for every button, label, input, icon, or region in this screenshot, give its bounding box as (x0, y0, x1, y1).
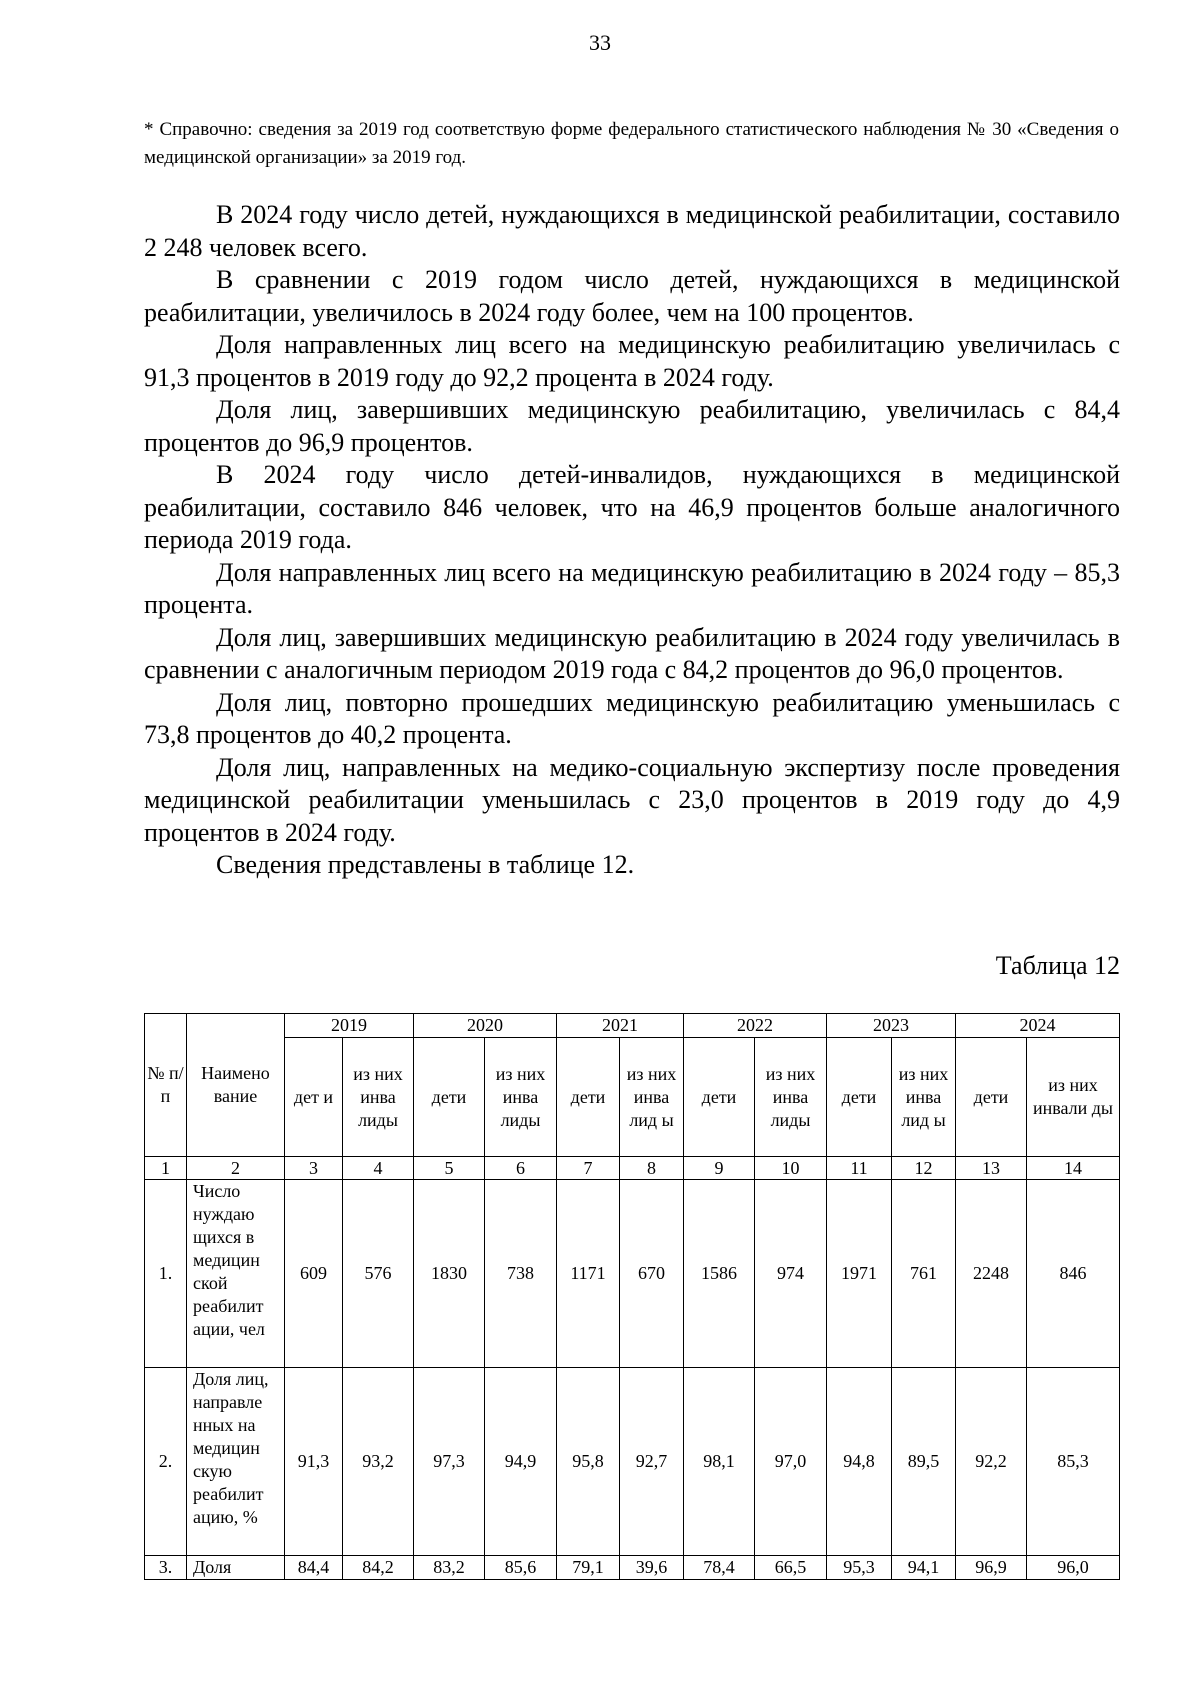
cell-value: 609 (285, 1180, 343, 1368)
cell-value: 94,9 (485, 1368, 557, 1556)
cell-value: 84,4 (285, 1556, 343, 1580)
subheader: из них инва лид ы (620, 1038, 684, 1157)
cell-value: 91,3 (285, 1368, 343, 1556)
row-name: Доля (187, 1556, 285, 1580)
paragraph: В 2024 году число детей, нуждающихся в медицинской реабилитации, составило 2 248 человек всего. (144, 200, 1120, 262)
column-number: 1 (145, 1157, 187, 1180)
paragraph: В сравнении с 2019 годом число детей, нуждающихся в медицинской реабилитации, увеличилось в 2024 году более, чем на 100 процентов. (144, 265, 1120, 327)
cell-value: 83,2 (414, 1556, 485, 1580)
subheader: из них инвали ды (1027, 1038, 1120, 1157)
cell-value: 66,5 (755, 1556, 827, 1580)
paragraph: Доля лиц, повторно прошедших медицинскую реабилитацию уменьшилась с 73,8 процентов до 40,2 процента. (144, 687, 1120, 749)
year-header-row (145, 1014, 1120, 1038)
cell-value: 39,6 (620, 1556, 684, 1580)
cell-value: 738 (485, 1180, 557, 1368)
cell-value: 670 (620, 1180, 684, 1368)
year-header: 2020 (414, 1014, 557, 1038)
column-number: 11 (827, 1157, 892, 1180)
cell-value: 98,1 (684, 1368, 755, 1556)
paragraph: Доля направленных лиц всего на медицинскую реабилитацию в 2024 году – 85,3 процента. (144, 557, 1120, 619)
subheader: из них инва лиды (485, 1038, 557, 1157)
subheader: дети (414, 1038, 485, 1157)
subheader: дет и (285, 1038, 343, 1157)
cell-value: 92,7 (620, 1368, 684, 1556)
paragraph: Доля лиц, завершивших медицинскую реабилитацию в 2024 году увеличилась в сравнении с аналогичным периодом 2019 года с 84,2 процентов до 96,0 процентов. (144, 622, 1120, 684)
cell-value: 93,2 (343, 1368, 414, 1556)
column-number: 8 (620, 1157, 684, 1180)
subheader: из них инва лиды (343, 1038, 414, 1157)
cell-value: 94,1 (892, 1556, 956, 1580)
cell-value: 96,0 (1027, 1556, 1120, 1580)
cell-value: 1586 (684, 1180, 755, 1368)
footnote: * Справочно: сведения за 2019 год соответствую форме федерального статистического наблюдения № 30 «Сведения о медицинской организации» за 2019 год. (144, 119, 1119, 168)
row-number: 3. (145, 1556, 187, 1580)
cell-value: 761 (892, 1180, 956, 1368)
row-number: 2. (145, 1368, 187, 1556)
cell-value: 1971 (827, 1180, 892, 1368)
column-number: 13 (956, 1157, 1027, 1180)
paragraph: Сведения представлены в таблице 12. (216, 850, 635, 879)
cell-value: 85,6 (485, 1556, 557, 1580)
statistics-table (144, 1013, 1120, 1580)
year-header: 2023 (827, 1014, 956, 1038)
column-number: 14 (1027, 1157, 1120, 1180)
table-row (145, 1556, 1120, 1580)
cell-value: 97,3 (414, 1368, 485, 1556)
page-number: 33 (589, 30, 611, 55)
table-caption: Таблица 12 (995, 951, 1120, 980)
cell-value: 79,1 (557, 1556, 620, 1580)
cell-value: 95,8 (557, 1368, 620, 1556)
cell-value: 84,2 (343, 1556, 414, 1580)
cell-value: 1830 (414, 1180, 485, 1368)
cell-value: 85,3 (1027, 1368, 1120, 1556)
year-header: 2019 (285, 1014, 414, 1038)
header-number: № п/ п (145, 1014, 187, 1157)
cell-value: 2248 (956, 1180, 1027, 1368)
cell-value: 96,9 (956, 1556, 1027, 1580)
paragraph: Доля лиц, завершивших медицинскую реабилитацию, увеличилась с 84,4 процентов до 96,9 процентов. (144, 395, 1120, 457)
cell-value: 94,8 (827, 1368, 892, 1556)
column-number: 2 (187, 1157, 285, 1180)
cell-value: 1171 (557, 1180, 620, 1368)
column-number: 7 (557, 1157, 620, 1180)
cell-value: 974 (755, 1180, 827, 1368)
subheader-row (145, 1038, 1120, 1157)
cell-value: 92,2 (956, 1368, 1027, 1556)
row-number: 1. (145, 1180, 187, 1368)
paragraph: В 2024 году число детей-инвалидов, нуждающихся в медицинской реабилитации, составило 846 человек, что на 46,9 процентов больше аналогичного периода 2019 года. (144, 460, 1120, 554)
cell-value: 846 (1027, 1180, 1120, 1368)
year-header: 2021 (557, 1014, 684, 1038)
cell-value: 78,4 (684, 1556, 755, 1580)
cell-value: 97,0 (755, 1368, 827, 1556)
paragraph: Доля направленных лиц всего на медицинскую реабилитацию увеличилась с 91,3 процентов в 2019 году до 92,2 процента в 2024 году. (144, 330, 1120, 392)
column-number: 12 (892, 1157, 956, 1180)
row-name: Число нуждаю щихся в медицин ской реабилит ации, чел (187, 1180, 285, 1368)
column-number: 9 (684, 1157, 755, 1180)
row-name: Доля лиц, направле нных на медицин скую реабилит ацию, % (187, 1368, 285, 1556)
subheader: из них инва лид ы (892, 1038, 956, 1157)
table-row (145, 1368, 1120, 1556)
column-number: 4 (343, 1157, 414, 1180)
cell-value: 95,3 (827, 1556, 892, 1580)
paragraph: Доля лиц, направленных на медико-социальную экспертизу после проведения медицинской реабилитации уменьшилась с 23,0 процентов в 2019 году до 4,9 процентов в 2024 году. (144, 752, 1120, 847)
body-text (144, 199, 1120, 882)
column-number-row (145, 1157, 1120, 1180)
year-header: 2022 (684, 1014, 827, 1038)
subheader: из них инва лиды (755, 1038, 827, 1157)
subheader: дети (827, 1038, 892, 1157)
cell-value: 576 (343, 1180, 414, 1368)
header-name: Наимено вание (187, 1014, 285, 1157)
year-header: 2024 (956, 1014, 1120, 1038)
table-row (145, 1180, 1120, 1368)
column-number: 10 (755, 1157, 827, 1180)
cell-value: 89,5 (892, 1368, 956, 1556)
subheader: дети (684, 1038, 755, 1157)
subheader: дети (557, 1038, 620, 1157)
column-number: 5 (414, 1157, 485, 1180)
column-number: 6 (485, 1157, 557, 1180)
column-number: 3 (285, 1157, 343, 1180)
subheader: дети (956, 1038, 1027, 1157)
